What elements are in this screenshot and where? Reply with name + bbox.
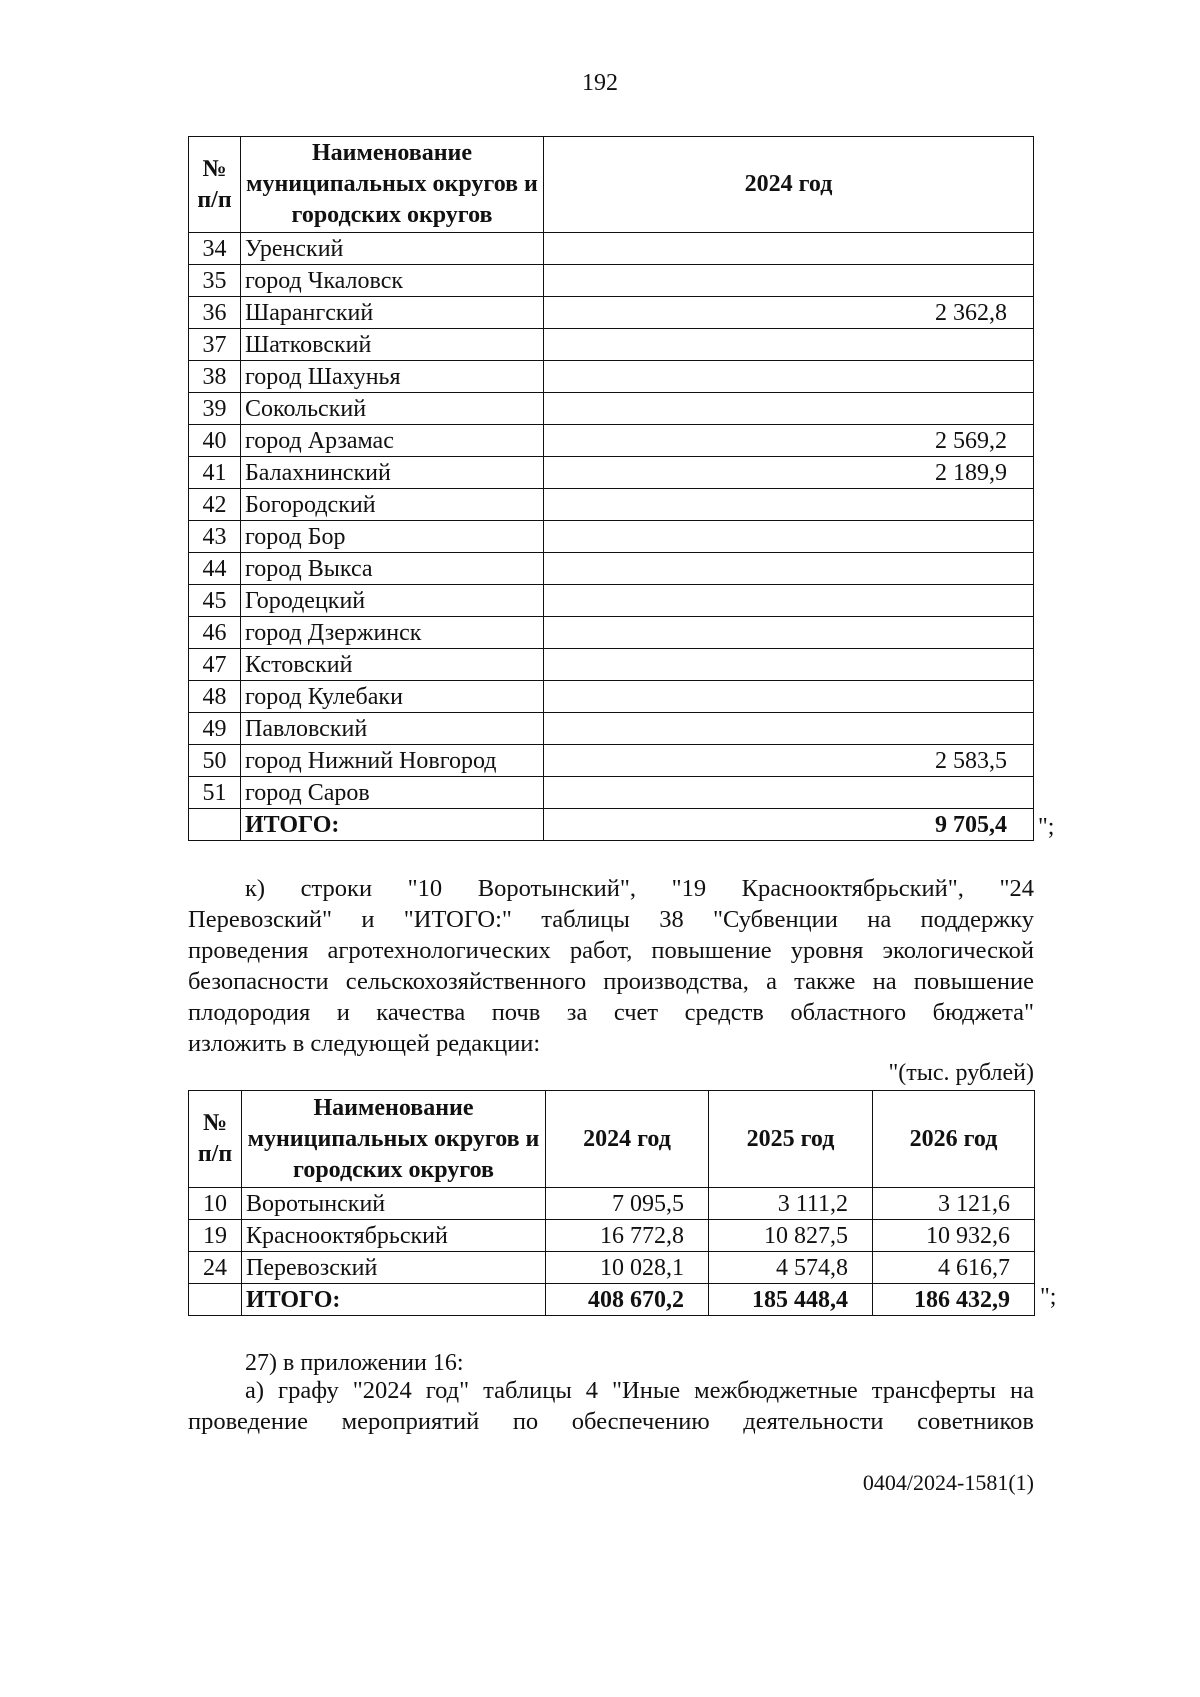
total-label: ИТОГО: — [242, 1284, 546, 1316]
table-row — [189, 265, 1034, 297]
paragraph-line: к) строки "10 Воротынский", "19 Краснооктябрьский", "24 — [245, 875, 1034, 902]
total-value: 9 705,4 — [544, 809, 1034, 841]
row-name: город Выкса — [241, 553, 544, 585]
item-27a-line: проведение мероприятий по обеспечению деятельности советников — [188, 1408, 1034, 1435]
row-num: 36 — [189, 297, 241, 329]
row-num: 19 — [189, 1220, 242, 1252]
row-num: 10 — [189, 1188, 242, 1220]
table-row — [189, 1252, 1035, 1284]
row-2024 — [544, 489, 1034, 521]
row-2025: 10 827,5 — [709, 1220, 873, 1252]
table-row — [189, 617, 1034, 649]
row-name: Перевозский — [242, 1252, 546, 1284]
row-2024: 2 583,5 — [544, 745, 1034, 777]
total-label: ИТОГО: — [241, 809, 544, 841]
row-num: 43 — [189, 521, 241, 553]
row-2024 — [544, 553, 1034, 585]
table-row — [189, 233, 1034, 265]
units-label: "(тыс. рублей) — [888, 1060, 1034, 1086]
row-name: город Арзамас — [241, 425, 544, 457]
closing-quote: "; — [1040, 1284, 1057, 1310]
row-name: город Бор — [241, 521, 544, 553]
row-name: Кстовский — [241, 649, 544, 681]
row-num: 45 — [189, 585, 241, 617]
row-2024: 7 095,5 — [546, 1188, 709, 1220]
table-row — [189, 393, 1034, 425]
total-2026: 186 432,9 — [873, 1284, 1035, 1316]
row-2024 — [544, 393, 1034, 425]
row-2024 — [544, 617, 1034, 649]
table-row — [189, 553, 1034, 585]
row-name: Краснооктябрьский — [242, 1220, 546, 1252]
total-2024: 408 670,2 — [546, 1284, 709, 1316]
table-row — [189, 713, 1034, 745]
row-2024 — [544, 265, 1034, 297]
table-2 — [188, 1090, 1035, 1316]
row-name: Шатковский — [241, 329, 544, 361]
item-27a-line: а) графу "2024 год" таблицы 4 "Иные межбюджетные трансферты на — [245, 1377, 1034, 1404]
row-2024 — [544, 521, 1034, 553]
row-num: 50 — [189, 745, 241, 777]
header-2024: 2024 год — [546, 1091, 709, 1188]
table-row — [189, 585, 1034, 617]
row-2026: 10 932,6 — [873, 1220, 1035, 1252]
row-2024 — [544, 681, 1034, 713]
row-name: город Дзержинск — [241, 617, 544, 649]
item-27: 27) в приложении 16: — [245, 1350, 464, 1376]
row-2024 — [544, 777, 1034, 809]
row-2024 — [544, 649, 1034, 681]
row-name: город Саров — [241, 777, 544, 809]
row-2024 — [544, 585, 1034, 617]
row-name: Городецкий — [241, 585, 544, 617]
row-num: 49 — [189, 713, 241, 745]
row-2024: 10 028,1 — [546, 1252, 709, 1284]
row-2026: 4 616,7 — [873, 1252, 1035, 1284]
table-row — [189, 681, 1034, 713]
row-2024: 2 569,2 — [544, 425, 1034, 457]
row-name: город Нижний Новгород — [241, 745, 544, 777]
row-name: Павловский — [241, 713, 544, 745]
closing-quote: "; — [1038, 814, 1055, 840]
row-name: город Шахунья — [241, 361, 544, 393]
row-2026: 3 121,6 — [873, 1188, 1035, 1220]
paragraph-line: Перевозский" и "ИТОГО:" таблицы 38 "Субвенции на поддержку — [188, 906, 1034, 933]
table-row — [189, 297, 1034, 329]
row-2024 — [544, 329, 1034, 361]
header-name: Наименование муниципальных округов и городских округов — [242, 1091, 546, 1188]
row-2024: 2 362,8 — [544, 297, 1034, 329]
table-row — [189, 1220, 1035, 1252]
row-name: город Чкаловск — [241, 265, 544, 297]
table-row — [189, 489, 1034, 521]
row-2024: 2 189,9 — [544, 457, 1034, 489]
row-num: 46 — [189, 617, 241, 649]
page-number: 192 — [582, 70, 618, 96]
row-2025: 4 574,8 — [709, 1252, 873, 1284]
footer-code: 0404/2024-1581(1) — [862, 1470, 1034, 1495]
row-num: 24 — [189, 1252, 242, 1284]
row-num: 41 — [189, 457, 241, 489]
row-name: город Кулебаки — [241, 681, 544, 713]
table-row — [189, 457, 1034, 489]
paragraph-line: изложить в следующей редакции: — [188, 1030, 541, 1057]
row-2024 — [544, 233, 1034, 265]
row-num: 51 — [189, 777, 241, 809]
table-1 — [188, 136, 1034, 841]
row-num: 34 — [189, 233, 241, 265]
total-2025: 185 448,4 — [709, 1284, 873, 1316]
table-row — [189, 521, 1034, 553]
header-2025: 2025 год — [709, 1091, 873, 1188]
table-row — [189, 777, 1034, 809]
paragraph-line: проведения агротехнологических работ, повышение уровня экологической — [188, 937, 1034, 964]
row-name: Шарангский — [241, 297, 544, 329]
row-name: Сокольский — [241, 393, 544, 425]
row-name: Уренский — [241, 233, 544, 265]
paragraph-line: безопасности сельскохозяйственного производства, а также на повышение — [188, 968, 1034, 995]
row-num: 35 — [189, 265, 241, 297]
header-num: № п/п — [189, 137, 241, 233]
table-row — [189, 745, 1034, 777]
row-2025: 3 111,2 — [709, 1188, 873, 1220]
row-name: Воротынский — [242, 1188, 546, 1220]
row-num: 40 — [189, 425, 241, 457]
row-num: 39 — [189, 393, 241, 425]
row-num: 48 — [189, 681, 241, 713]
row-2024 — [544, 713, 1034, 745]
row-name: Богородский — [241, 489, 544, 521]
header-name: Наименование муниципальных округов и городских округов — [241, 137, 544, 233]
header-num: № п/п — [189, 1091, 242, 1188]
table-row — [189, 361, 1034, 393]
row-2024 — [544, 361, 1034, 393]
header-2024: 2024 год — [544, 137, 1034, 233]
table-row — [189, 329, 1034, 361]
row-num: 47 — [189, 649, 241, 681]
row-name: Балахнинский — [241, 457, 544, 489]
paragraph-line: плодородия и качества почв за счет средств областного бюджета" — [188, 999, 1034, 1026]
table-row — [189, 1188, 1035, 1220]
row-num: 38 — [189, 361, 241, 393]
table-row — [189, 649, 1034, 681]
paragraph-k — [188, 873, 1034, 1059]
row-num: 42 — [189, 489, 241, 521]
header-2026: 2026 год — [873, 1091, 1035, 1188]
table-row — [189, 425, 1034, 457]
row-num: 44 — [189, 553, 241, 585]
row-num: 37 — [189, 329, 241, 361]
row-2024: 16 772,8 — [546, 1220, 709, 1252]
